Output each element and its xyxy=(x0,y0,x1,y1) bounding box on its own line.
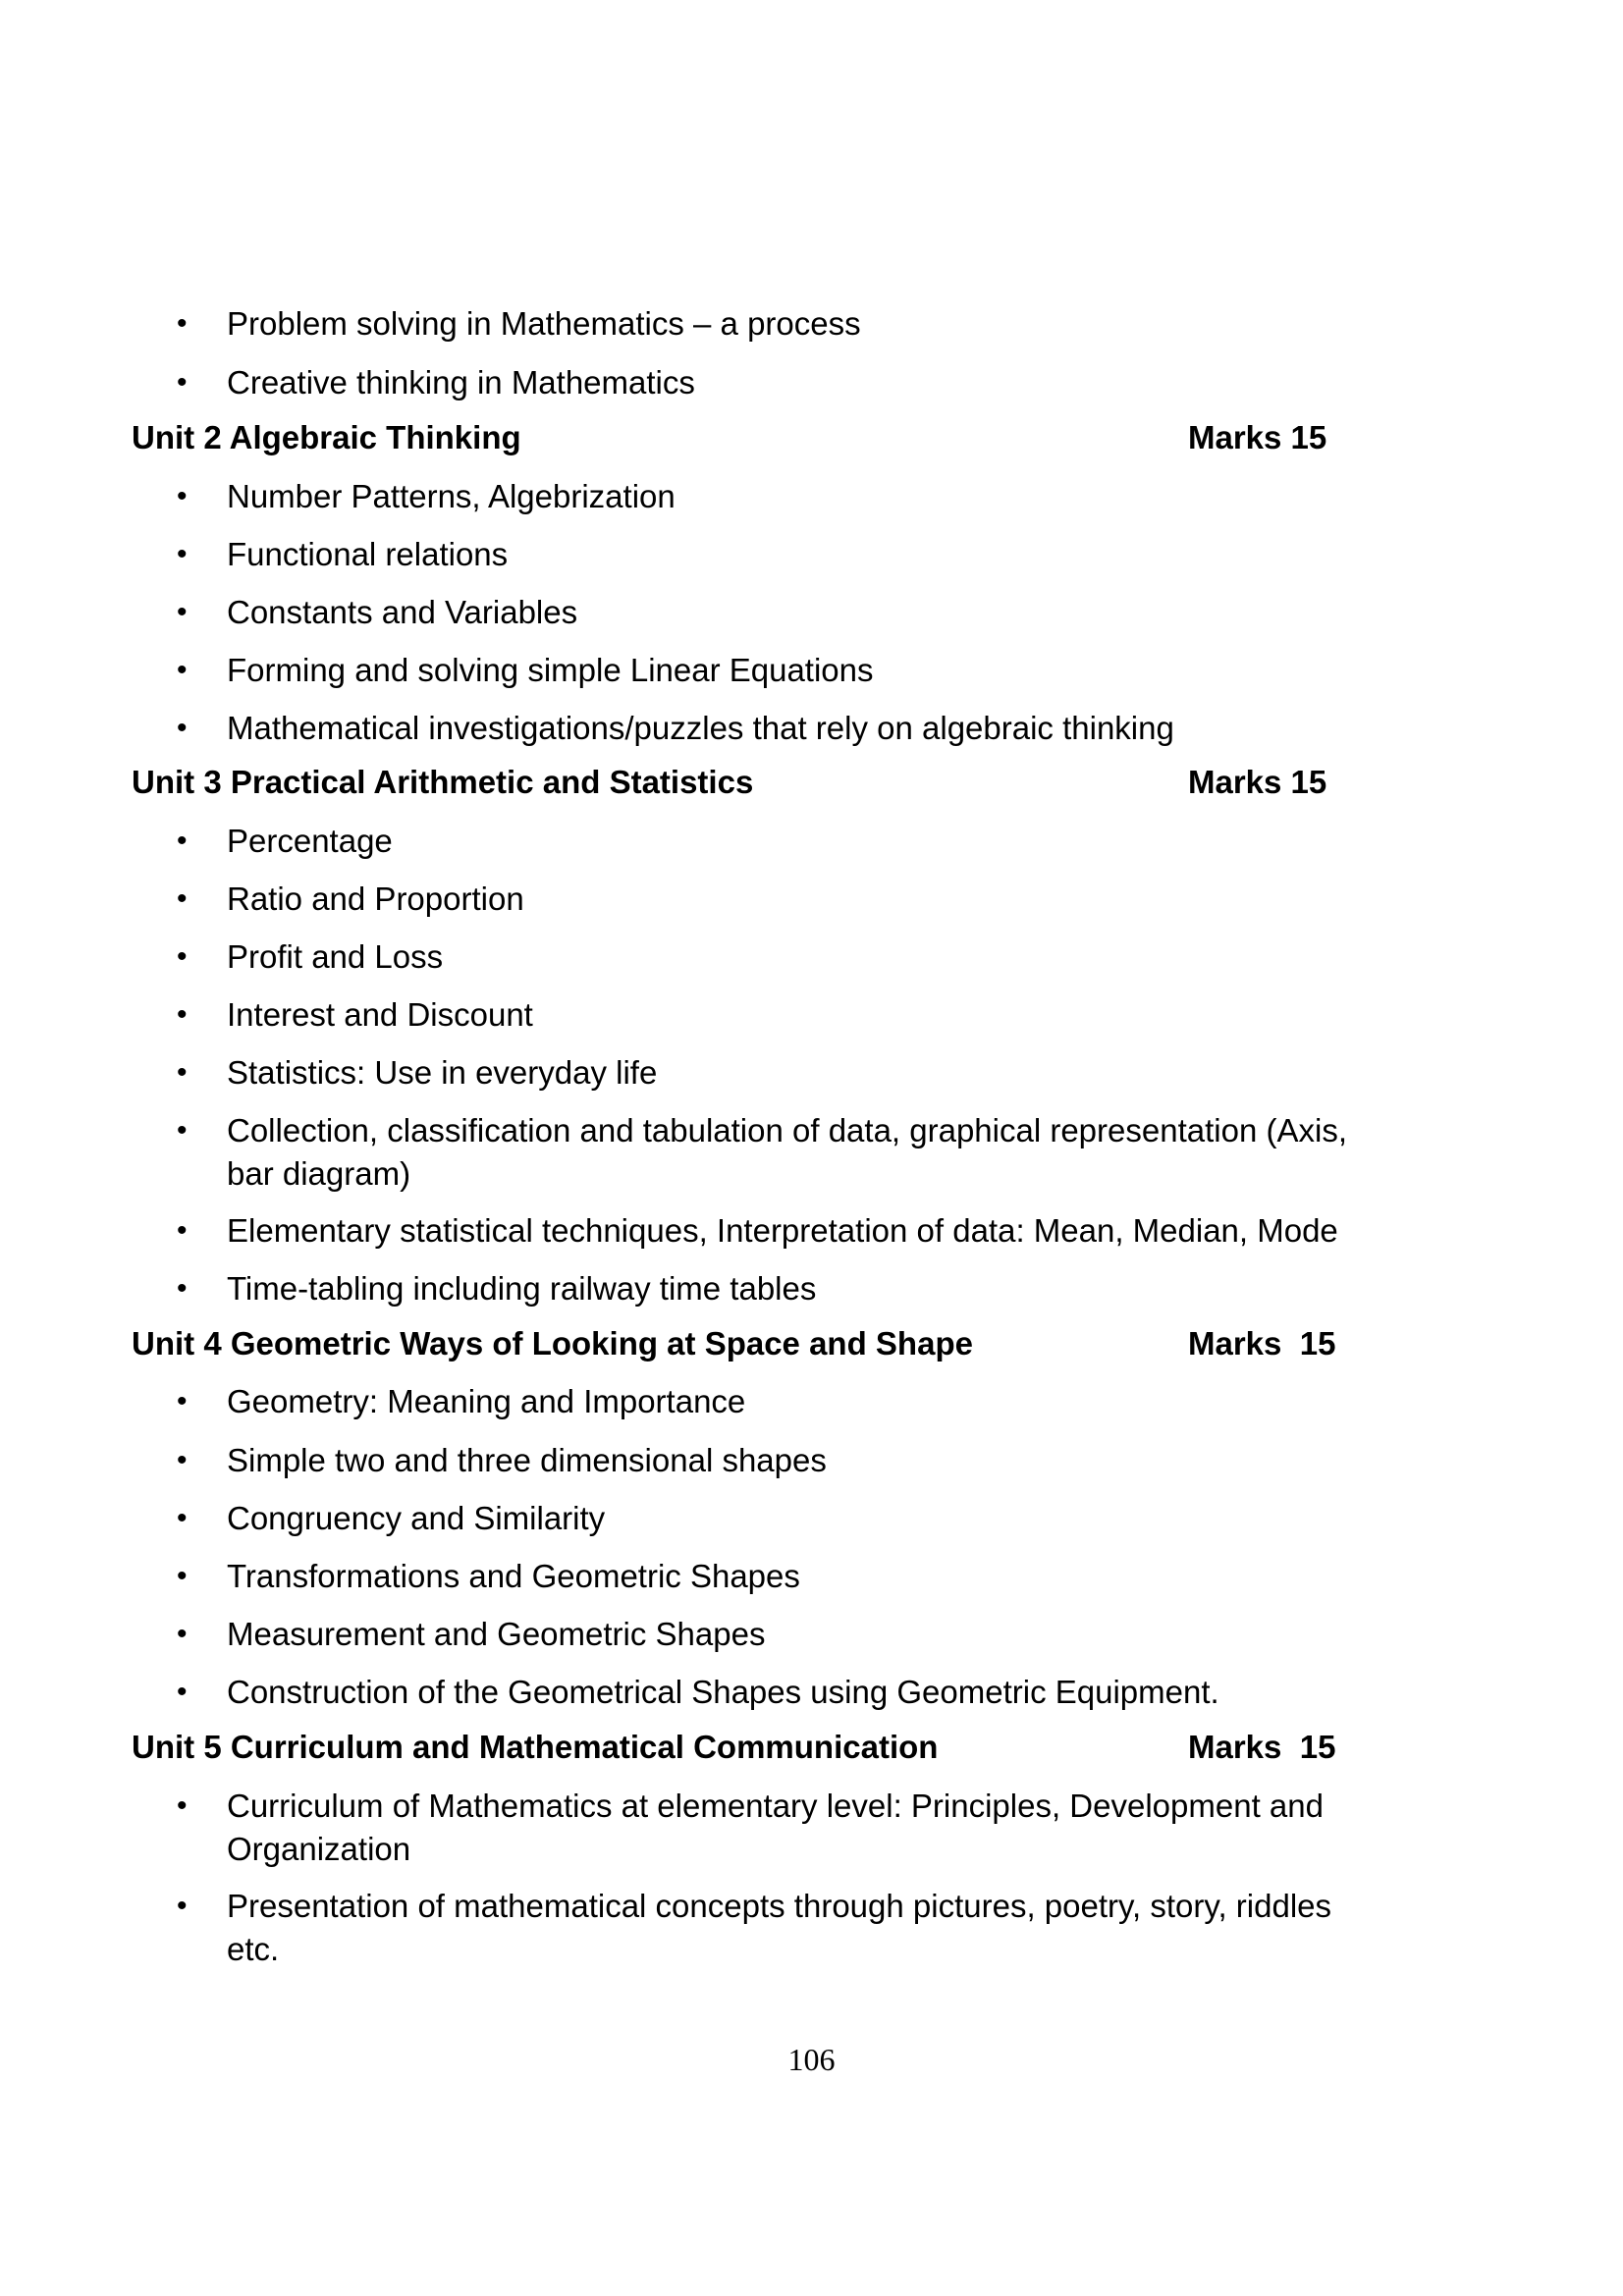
bullet-icon: • xyxy=(177,1056,188,1089)
unit-marks: Marks 15 xyxy=(1188,1729,1336,1765)
list-item-text: Simple two and three dimensional shapes xyxy=(227,1442,827,1478)
bullet-icon: • xyxy=(177,1560,188,1592)
list-item-text: Construction of the Geometrical Shapes using Geometric Equipment. xyxy=(227,1674,1219,1710)
list-item-text: Problem solving in Mathematics – a process xyxy=(227,305,861,342)
list-item-text: Constants and Variables xyxy=(227,594,578,630)
unit-marks: Marks 15 xyxy=(1188,1325,1336,1362)
list-item-text: Statistics: Use in everyday life xyxy=(227,1054,658,1091)
list-item-text: Creative thinking in Mathematics xyxy=(227,364,695,400)
list-item-text: Mathematical investigations/puzzles that rely on algebraic thinking xyxy=(227,710,1174,746)
list-item-text: Ratio and Proportion xyxy=(227,881,524,917)
list-item-text: Transformations and Geometric Shapes xyxy=(227,1558,800,1594)
bullet-icon: • xyxy=(177,1676,188,1708)
bullet-icon: • xyxy=(177,654,188,686)
bullet-icon: • xyxy=(177,1890,188,1922)
list-item-text: Profit and Loss xyxy=(227,938,444,975)
bullet-icon: • xyxy=(177,1789,188,1822)
bullet-icon: • xyxy=(177,712,188,744)
bullet-icon: • xyxy=(177,1272,188,1305)
bullet-icon: • xyxy=(177,480,188,512)
unit-heading: Unit 2 Algebraic Thinking xyxy=(132,419,521,455)
list-item-text: Collection, classification and tabulation of data, graphical representation (Axis, bar diagram) xyxy=(227,1112,1347,1192)
list-item-text: Number Patterns, Algebrization xyxy=(227,478,676,514)
list-item-text: Time-tabling including railway time tables xyxy=(227,1270,817,1307)
unit-heading: Unit 3 Practical Arithmetic and Statistics xyxy=(132,764,754,800)
list-item-text: Forming and solving simple Linear Equations xyxy=(227,652,874,688)
bullet-icon: • xyxy=(177,882,188,915)
bullet-icon: • xyxy=(177,538,188,570)
list-item-text: Percentage xyxy=(227,823,393,859)
list-item-text: Elementary statistical techniques, Interpretation of data: Mean, Median, Mode xyxy=(227,1212,1338,1249)
bullet-icon: • xyxy=(177,1502,188,1534)
unit-marks: Marks 15 xyxy=(1188,764,1327,800)
list-item-text: Measurement and Geometric Shapes xyxy=(227,1616,766,1652)
unit-heading: Unit 5 Curriculum and Mathematical Communication xyxy=(132,1729,939,1765)
page-number: 106 xyxy=(787,2042,836,2077)
bullet-icon: • xyxy=(177,1444,188,1476)
list-item-text: Curriculum of Mathematics at elementary level: Principles, Development and Organization xyxy=(227,1788,1324,1867)
list-item-text: Geometry: Meaning and Importance xyxy=(227,1383,746,1419)
bullet-icon: • xyxy=(177,940,188,973)
bullet-icon: • xyxy=(177,596,188,628)
unit-marks: Marks 15 xyxy=(1188,419,1327,455)
bullet-icon: • xyxy=(177,825,188,857)
bullet-icon: • xyxy=(177,1385,188,1417)
list-item-text: Congruency and Similarity xyxy=(227,1500,606,1536)
bullet-icon: • xyxy=(177,366,188,399)
bullet-icon: • xyxy=(177,1114,188,1147)
bullet-icon: • xyxy=(177,307,188,340)
bullet-icon: • xyxy=(177,998,188,1031)
list-item-text: Interest and Discount xyxy=(227,996,533,1033)
list-item-text: Presentation of mathematical concepts through pictures, poetry, story, riddles etc. xyxy=(227,1888,1331,1967)
unit-heading: Unit 4 Geometric Ways of Looking at Space and Shape xyxy=(132,1325,973,1362)
bullet-icon: • xyxy=(177,1214,188,1247)
list-item-text: Functional relations xyxy=(227,536,509,572)
bullet-icon: • xyxy=(177,1618,188,1650)
